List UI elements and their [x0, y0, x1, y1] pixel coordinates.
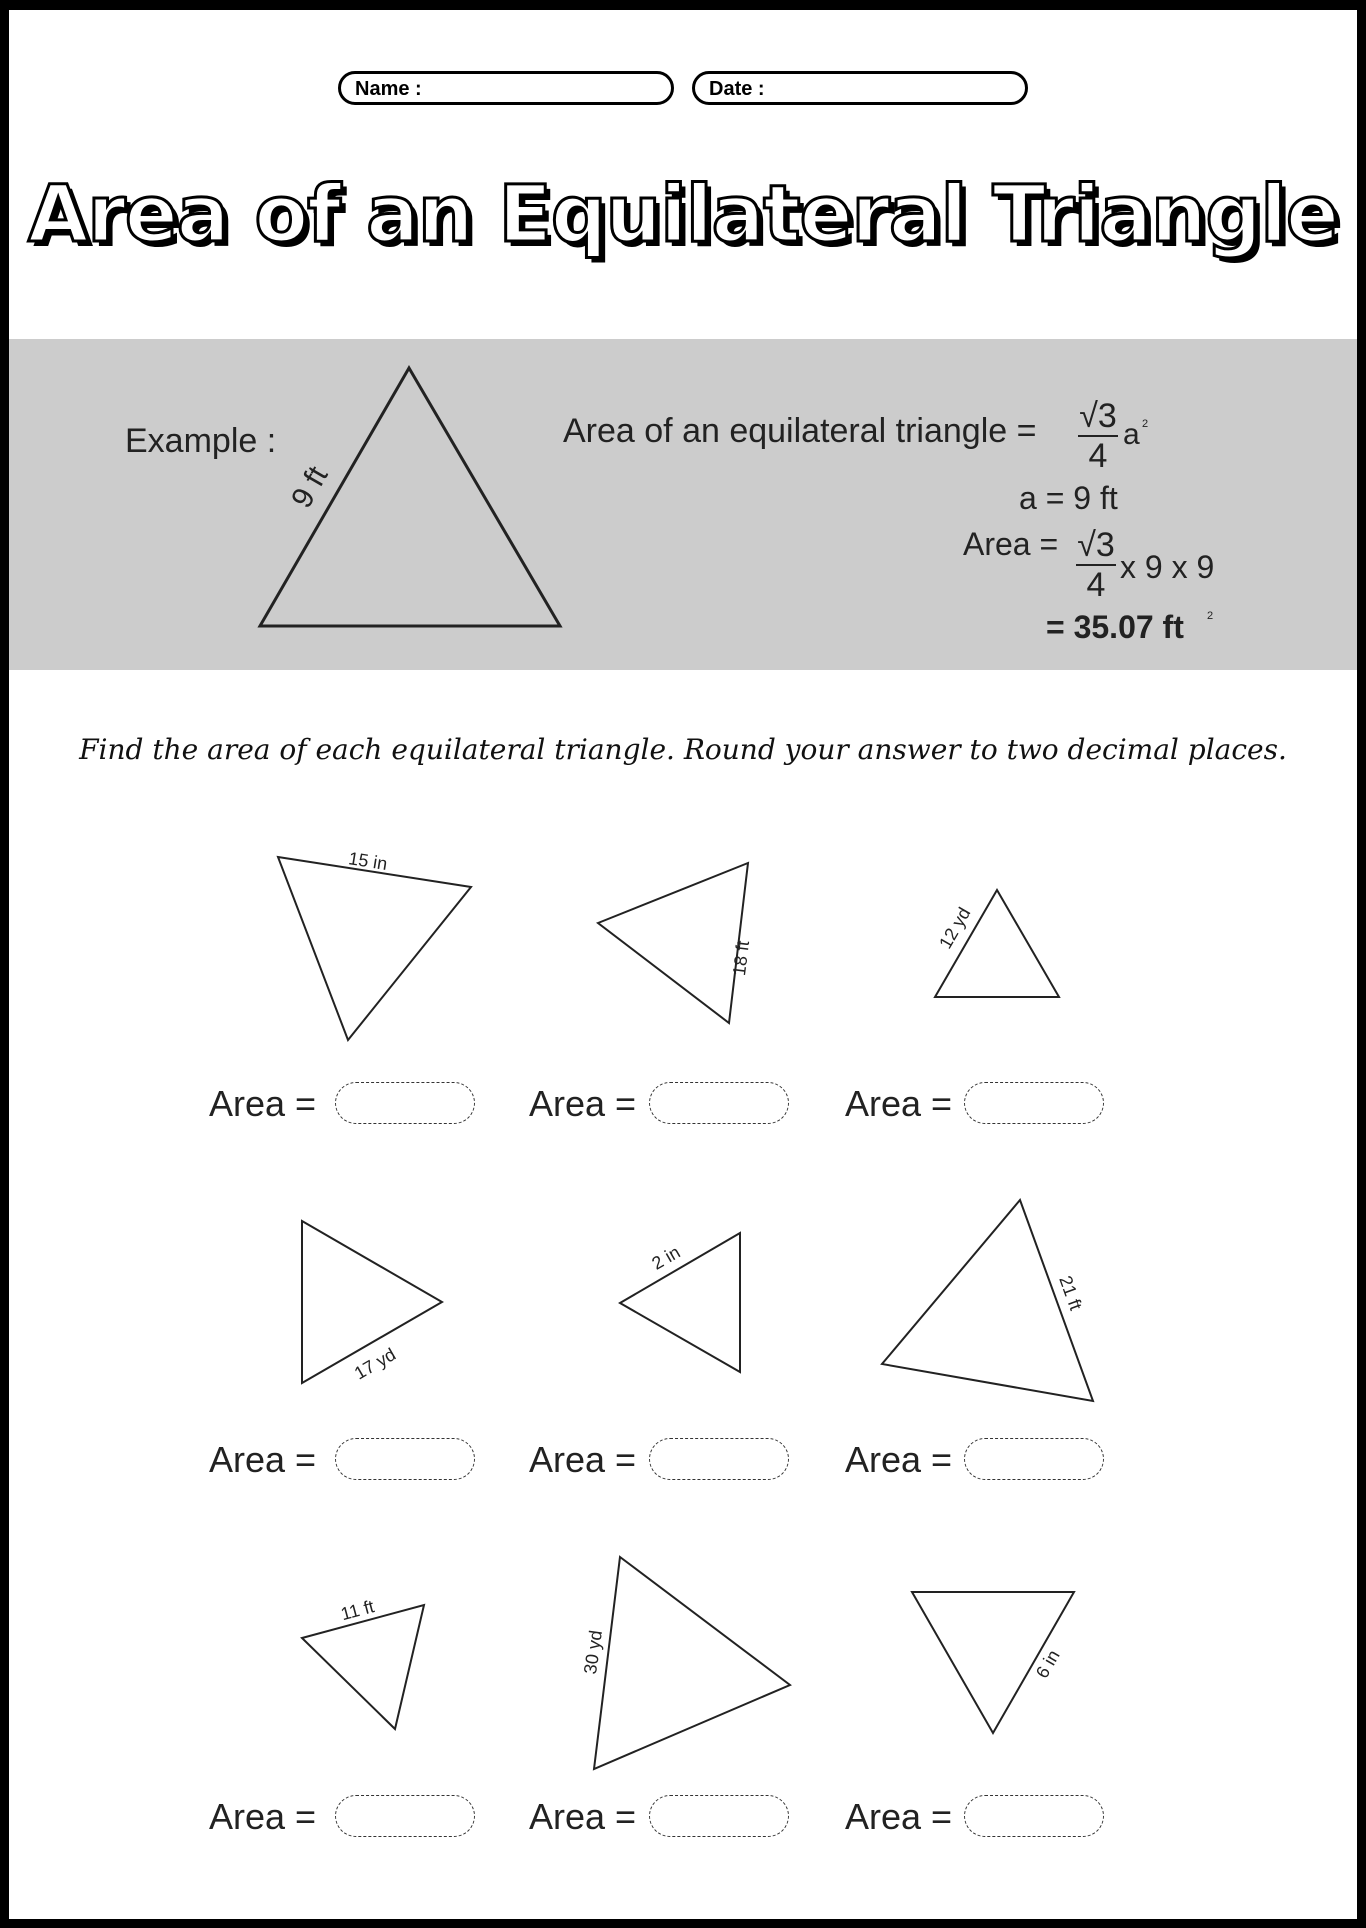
- example-result-exponent: 2: [1207, 610, 1214, 622]
- area-label-7: Area =: [209, 1796, 317, 1837]
- answer-box-1[interactable]: [335, 1082, 475, 1124]
- side-label-5: 2 in: [648, 1241, 684, 1274]
- answer-box-2[interactable]: [649, 1082, 789, 1124]
- triangle-7: [302, 1605, 424, 1729]
- triangle-2: [598, 863, 748, 1023]
- area-label-4: Area =: [209, 1439, 317, 1480]
- answer-box-7[interactable]: [335, 1795, 475, 1837]
- name-label: Name :: [355, 78, 422, 100]
- triangle-6: [882, 1200, 1093, 1401]
- area-label-2: Area =: [529, 1083, 637, 1124]
- side-label-4: 17 yd: [350, 1344, 400, 1384]
- side-label-1: 15 in: [347, 848, 389, 875]
- area-label-3: Area =: [845, 1083, 953, 1124]
- formula-denominator: 4: [1088, 437, 1108, 475]
- area-line-prefix: Area =: [963, 526, 1059, 562]
- area-denominator: 4: [1086, 566, 1106, 604]
- side-label-8: 30 yd: [580, 1628, 607, 1676]
- answer-box-9[interactable]: [964, 1795, 1104, 1837]
- area-label-8: Area =: [529, 1796, 637, 1837]
- triangle-8: [594, 1557, 790, 1769]
- example-label: Example :: [125, 422, 277, 460]
- answer-box-8[interactable]: [649, 1795, 789, 1837]
- side-label-3: 12 yd: [935, 903, 975, 953]
- date-label: Date :: [709, 78, 765, 100]
- answer-box-5[interactable]: [649, 1438, 789, 1480]
- formula-variable: a: [1123, 418, 1140, 451]
- example-result: = 35.07 ft: [1046, 609, 1184, 645]
- instructions: Find the area of each equilateral triangle. Round your answer to two decimal places.: [79, 733, 1287, 766]
- area-label-1: Area =: [209, 1083, 317, 1124]
- a-value-line: a = 9 ft: [1019, 480, 1118, 516]
- side-label-7: 11 ft: [338, 1596, 377, 1625]
- formula-sqrt: √3: [1079, 397, 1117, 435]
- formula-exponent: 2: [1142, 418, 1149, 430]
- answer-box-6[interactable]: [964, 1438, 1104, 1480]
- side-label-9: 6 in: [1031, 1646, 1064, 1682]
- side-label-6: 21 ft: [1055, 1273, 1087, 1313]
- triangle-1: [278, 857, 471, 1040]
- answer-box-3[interactable]: [964, 1082, 1104, 1124]
- area-label-9: Area =: [845, 1796, 953, 1837]
- example-side-label: 9 ft: [285, 460, 335, 514]
- area-line-suffix: x 9 x 9: [1120, 549, 1215, 585]
- area-label-5: Area =: [529, 1439, 637, 1480]
- formula-text: Area of an equilateral triangle =: [563, 412, 1037, 450]
- side-label-2: 18 ft: [728, 939, 754, 977]
- area-label-6: Area =: [845, 1439, 953, 1480]
- area-sqrt: √3: [1077, 526, 1115, 564]
- answer-box-4[interactable]: [335, 1438, 475, 1480]
- page-title: Area of an Equilateral Triangle: [28, 170, 1338, 260]
